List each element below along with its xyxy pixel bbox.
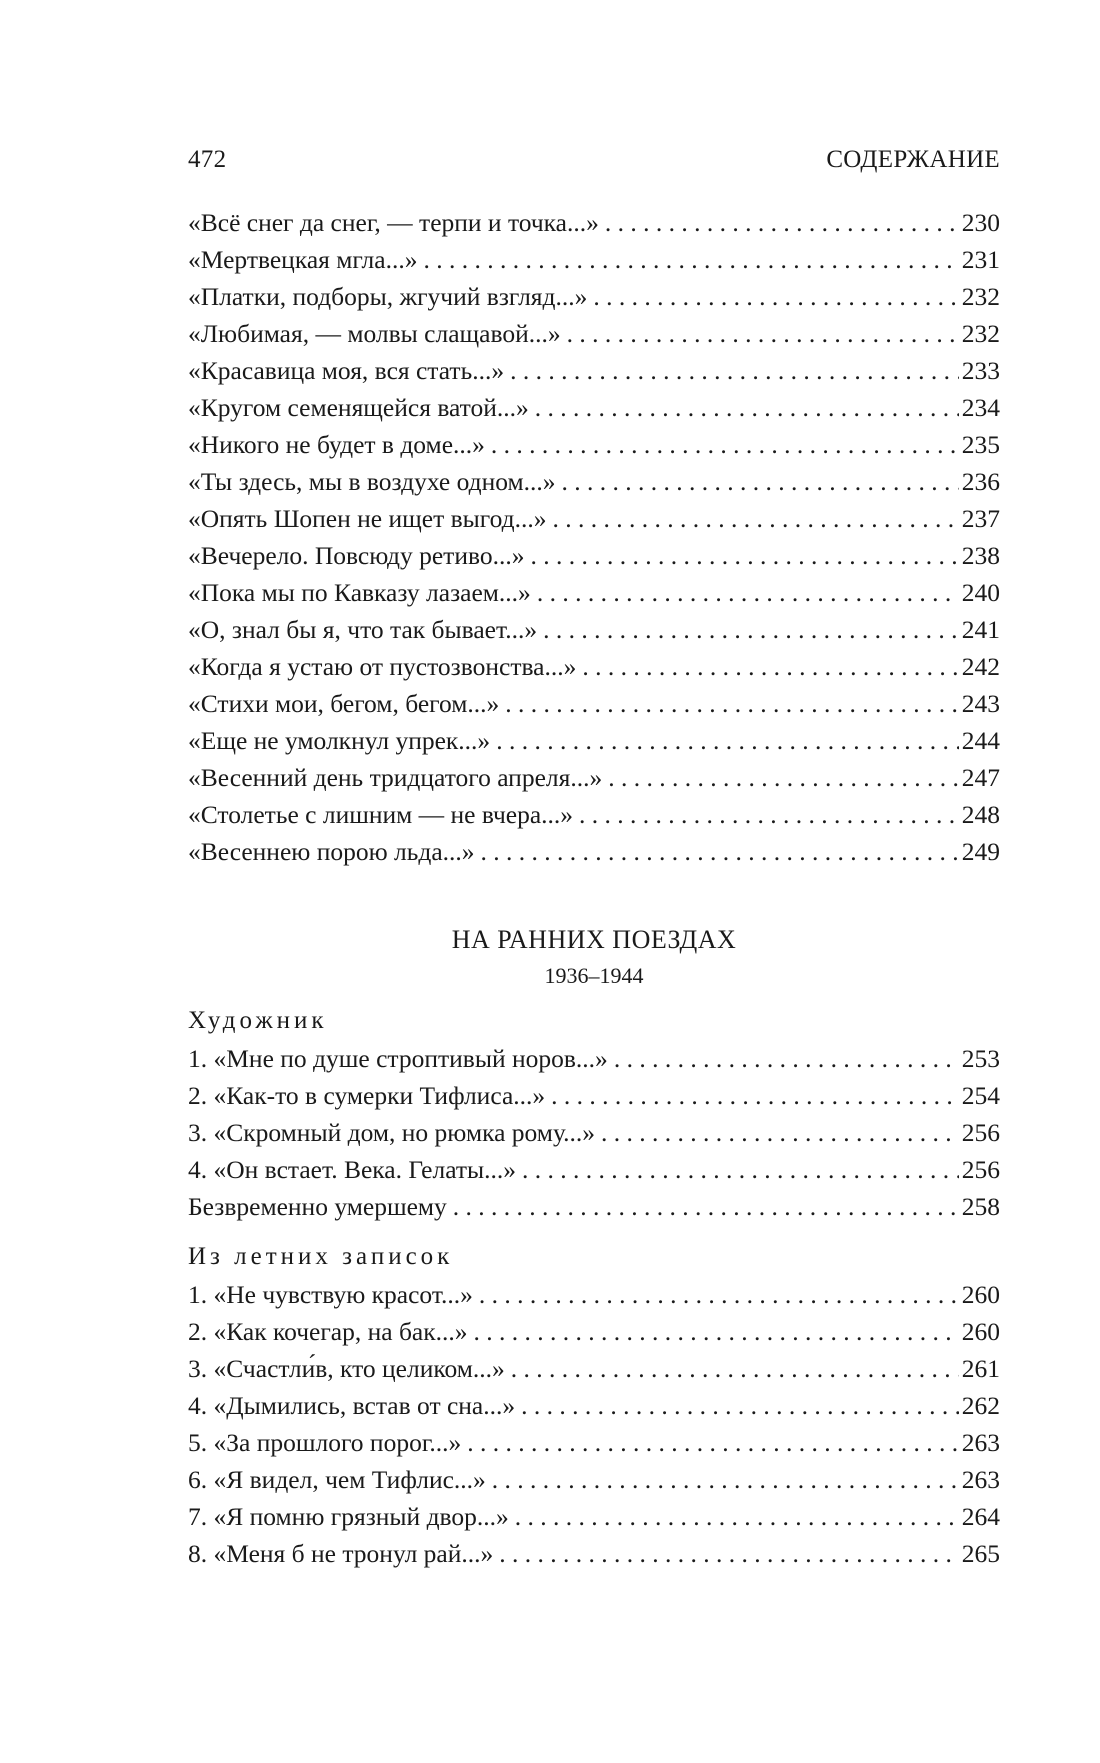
toc-entry: [188, 689, 1000, 725]
toc-entry: [188, 541, 1000, 577]
toc-entry-page: 238: [961, 541, 1000, 570]
toc-entry-page: 256: [961, 1155, 1000, 1184]
toc-entry-page: 240: [961, 578, 1000, 607]
toc-entry: [188, 1465, 1000, 1501]
leader-dots: [579, 800, 959, 830]
toc-entry: [188, 1391, 1000, 1427]
toc-entry: [188, 356, 1000, 392]
toc-entry-title: «Когда я устаю от пустозвонства...»: [188, 652, 577, 681]
toc-entry-page: 233: [961, 356, 1000, 385]
page-header: [188, 146, 1000, 174]
toc-entry: [188, 1155, 1000, 1191]
toc-entry: [188, 1428, 1000, 1464]
leader-dots: [499, 1539, 958, 1569]
toc-entry: [188, 837, 1000, 873]
section-title: НА РАННИХ ПОЕЗДАХ: [451, 925, 737, 954]
toc-entry-title: «Никого не будет в доме...»: [188, 430, 485, 459]
toc-entry-page: 256: [961, 1118, 1000, 1147]
leader-dots: [551, 1081, 959, 1111]
toc-entry: [188, 1192, 1000, 1228]
toc-entry: [188, 615, 1000, 651]
leader-dots: [515, 1502, 959, 1532]
toc-entry-title: «Ты здесь, мы в воздухе одном...»: [188, 467, 556, 496]
toc-entry: [188, 652, 1000, 688]
leader-dots: [479, 1280, 959, 1310]
leader-dots: [582, 652, 958, 682]
leader-dots: [543, 615, 959, 645]
leader-dots: [521, 1391, 959, 1421]
toc-entry-title: 1. «Мне по душе строптивый норов...»: [188, 1044, 608, 1073]
leader-dots: [593, 282, 958, 312]
toc-entry: [188, 763, 1000, 799]
toc-entry: [188, 430, 1000, 466]
toc-entry: [188, 1118, 1000, 1154]
leader-dots: [562, 467, 959, 497]
toc-entry-page: 249: [961, 837, 1000, 866]
toc-entry-page: 258: [961, 1192, 1000, 1221]
toc-entry-title: 2. «Как-то в сумерки Тифлиса...»: [188, 1081, 546, 1110]
leader-dots: [474, 1317, 959, 1347]
toc-entry-page: 241: [961, 615, 1000, 644]
toc-entry-page: 234: [961, 393, 1000, 422]
leader-dots: [505, 689, 958, 719]
toc-entry-page: 243: [961, 689, 1000, 718]
toc-entry-title: «Кругом семенящейся ватой...»: [188, 393, 529, 422]
leader-dots: [492, 1465, 959, 1495]
toc-entry-page: 260: [961, 1317, 1000, 1346]
toc-entry-title: «О, знал бы я, что так бывает...»: [188, 615, 538, 644]
toc-entry-title: Безвременно умершему: [188, 1192, 447, 1221]
leader-dots: [522, 1155, 959, 1185]
leader-dots: [601, 1118, 959, 1148]
toc-entry-title: «Любимая, — молвы слащавой...»: [188, 319, 561, 348]
toc-entry-page: 244: [961, 726, 1000, 755]
toc-entry-page: 248: [961, 800, 1000, 829]
toc-entry-page: 261: [961, 1354, 1000, 1383]
toc-entry-title: «Стихи мои, бегом, бегом...»: [188, 689, 500, 718]
toc-entry: [188, 245, 1000, 281]
leader-dots: [453, 1192, 959, 1222]
toc-entry-page: 237: [961, 504, 1000, 533]
toc-entry: [188, 467, 1000, 503]
toc-entry-title: 6. «Я видел, чем Тифлис...»: [188, 1465, 486, 1494]
toc-entry-title: 4. «Дымились, встав от сна...»: [188, 1391, 516, 1420]
page-number: 472: [188, 146, 227, 173]
toc-entry-title: «Платки, подборы, жгучий взгляд...»: [188, 282, 588, 311]
toc-entry-title: «Опять Шопен не ищет выгод...»: [188, 504, 547, 533]
toc-entry: [188, 1044, 1000, 1080]
leader-dots: [530, 541, 958, 571]
toc-entry-page: 260: [961, 1280, 1000, 1309]
toc-entry: [188, 208, 1000, 244]
toc-entry-title: «Еще не умолкнул упрек...»: [188, 726, 491, 755]
toc-entry-page: 232: [961, 282, 1000, 311]
toc-entry-title: «Весеннею порою льда...»: [188, 837, 475, 866]
leader-dots: [491, 430, 959, 460]
toc-entry-page: 264: [961, 1502, 1000, 1531]
toc-entry-page: 253: [961, 1044, 1000, 1073]
toc-entry-title: «Пока мы по Кавказу лазаем...»: [188, 578, 531, 607]
toc-entry-page: 265: [961, 1539, 1000, 1568]
toc-entry: [188, 393, 1000, 429]
toc-entry-title: «Столетье с лишним — не вчера...»: [188, 800, 574, 829]
toc-entry: [188, 1081, 1000, 1117]
toc-entry: [188, 800, 1000, 836]
toc-entry-title: 3. «Счастли́в, кто целиком...»: [188, 1354, 505, 1383]
leader-dots: [608, 763, 959, 793]
toc-entry: [188, 1280, 1000, 1316]
section-years: 1936–1944: [544, 963, 644, 988]
toc-entry-title: 5. «За прошлого порог...»: [188, 1428, 462, 1457]
toc-entry-title: «Весенний день тридцатого апреля...»: [188, 763, 603, 792]
toc-entry: [188, 504, 1000, 540]
toc-entry-title: «Всё снег да снег, — терпи и точка...»: [188, 208, 599, 237]
toc-entry-title: 8. «Меня б не тронул рай...»: [188, 1539, 494, 1568]
cycle-heading: Из летних записок: [188, 1243, 454, 1270]
toc-entry-title: «Мертвецкая мгла...»: [188, 245, 418, 274]
leader-dots: [537, 578, 959, 608]
leader-dots: [467, 1428, 958, 1458]
toc-entry: [188, 282, 1000, 318]
toc-entry-title: 1. «Не чувствую красот...»: [188, 1280, 473, 1309]
toc-entry: [188, 726, 1000, 762]
leader-dots: [511, 1354, 959, 1384]
toc-entry-page: 235: [961, 430, 1000, 459]
toc-entry-title: «Красавица моя, вся стать...»: [188, 356, 505, 385]
toc-entry-page: 263: [961, 1428, 1000, 1457]
toc-entry-page: 232: [961, 319, 1000, 348]
toc-entry-title: «Вечерело. Повсюду ретиво...»: [188, 541, 525, 570]
toc-entry-title: 7. «Я помню грязный двор...»: [188, 1502, 509, 1531]
toc-entry: [188, 1539, 1000, 1575]
toc-entry: [188, 578, 1000, 614]
toc-entry-title: 4. «Он встает. Века. Гелаты...»: [188, 1155, 517, 1184]
running-title: СОДЕРЖАНИЕ: [826, 146, 1000, 173]
toc-entry-title: 3. «Скромный дом, но рюмка рому...»: [188, 1118, 596, 1147]
toc-entry-page: 231: [961, 245, 1000, 274]
leader-dots: [552, 504, 958, 534]
leader-dots: [496, 726, 959, 756]
toc-entry: [188, 1354, 1000, 1390]
toc-entry-title: 2. «Как кочегар, на бак...»: [188, 1317, 468, 1346]
toc-entry-page: 262: [961, 1391, 1000, 1420]
toc-entry-page: 247: [961, 763, 1000, 792]
toc-entry: [188, 319, 1000, 355]
toc-entry: [188, 1502, 1000, 1538]
leader-dots: [535, 393, 959, 423]
toc-entry-page: 242: [961, 652, 1000, 681]
leader-dots: [481, 837, 959, 867]
leader-dots: [614, 1044, 959, 1074]
toc-entry-page: 230: [961, 208, 1000, 237]
toc-entry: [188, 1317, 1000, 1353]
toc-entry-page: 254: [961, 1081, 1000, 1110]
toc-entry-page: 236: [961, 467, 1000, 496]
toc-entry-page: 263: [961, 1465, 1000, 1494]
leader-dots: [605, 208, 959, 238]
leader-dots: [567, 319, 959, 349]
leader-dots: [423, 245, 958, 275]
cycle-heading: Художник: [188, 1007, 328, 1034]
leader-dots: [510, 356, 959, 386]
